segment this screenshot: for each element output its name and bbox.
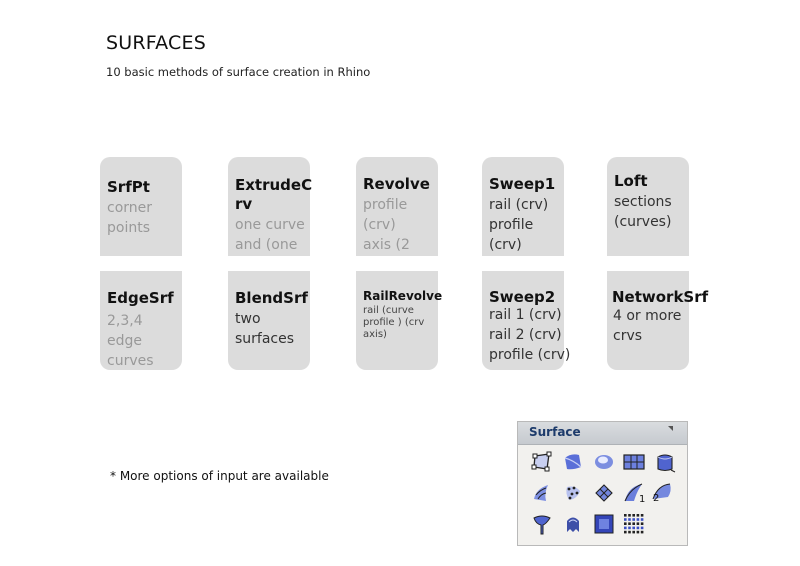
card-blendsrf (228, 271, 310, 370)
card-description: rail 1 (crv) rail 2 (crv) profile (crv) (489, 307, 571, 363)
card-edgesrf (100, 271, 182, 370)
card-title: BlendSrf (235, 289, 308, 307)
page-subtitle: 10 basic methods of surface creation in Rhino (106, 65, 371, 79)
card-loft (607, 157, 689, 256)
toolbar-menu-icon[interactable] (668, 426, 673, 431)
card-title: ExtrudeCrv (235, 176, 313, 213)
card-title: NetworkSrf (612, 288, 709, 306)
edgesrf-icon[interactable] (561, 450, 585, 474)
card-title: Revolve (363, 175, 430, 193)
page-title: SURFACES (106, 32, 206, 54)
revolve-icon[interactable] (530, 512, 554, 536)
card-description: sections (curves) (614, 194, 672, 230)
railrevolve-icon[interactable] (561, 512, 585, 536)
card-title: RailRevolve (363, 289, 443, 303)
toolbar-title: Surface (529, 425, 581, 439)
card-srfpt (100, 157, 182, 256)
patch-icon[interactable] (592, 450, 616, 474)
card-description: 4 or more crvs (613, 308, 682, 344)
card-title: Sweep2 (489, 288, 556, 306)
card-sweep1 (482, 157, 564, 256)
loft-icon[interactable] (530, 481, 554, 505)
card-title: Sweep1 (489, 175, 556, 193)
card-description: profile (crv) axis (2 (363, 197, 410, 253)
blend-icon[interactable] (592, 512, 616, 536)
points-surface-icon[interactable] (561, 481, 585, 505)
sweep2-label: 2 (653, 493, 660, 504)
plane-grid-icon[interactable] (622, 450, 646, 474)
card-description: one curve and (one (235, 217, 305, 253)
card-description: rail (crv) profile (crv) (489, 197, 549, 253)
card-description: corner points (107, 200, 153, 236)
point-grid-icon[interactable] (622, 512, 646, 536)
card-title: SrfPt (107, 178, 150, 196)
sweep1-label: 1 (639, 494, 646, 505)
card-railrevolve (356, 271, 443, 370)
card-description: two surfaces (235, 311, 295, 347)
card-description: 2,3,4 edge curves (107, 313, 154, 369)
card-sweep2 (482, 271, 571, 370)
srfpt-icon[interactable] (530, 450, 554, 474)
surface-toolbar (517, 421, 688, 546)
card-description: rail (curve profile ) (crv axis) (363, 305, 425, 340)
toolbar-titlebar[interactable] (518, 422, 687, 445)
card-extrudecrv (228, 157, 313, 256)
card-revolve (356, 157, 438, 256)
footnote: * More options of input are available (110, 469, 329, 483)
card-title: Loft (614, 172, 648, 190)
network-icon[interactable] (592, 481, 616, 505)
card-networksrf (607, 271, 709, 370)
card-title: EdgeSrf (107, 289, 174, 307)
extrude-icon[interactable] (653, 450, 677, 474)
